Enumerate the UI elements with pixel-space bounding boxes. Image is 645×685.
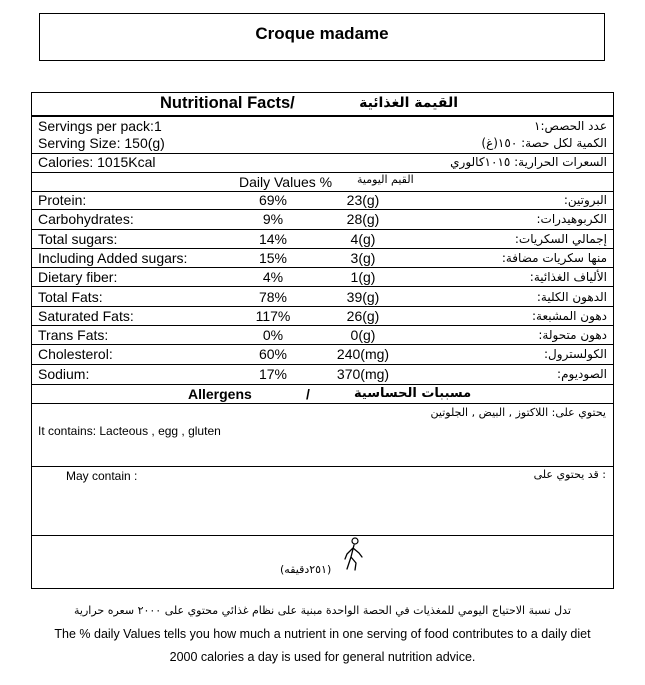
- nutrient-name-ar: إجمالي السكريات:: [514, 231, 607, 246]
- nutrient-name-en: Including Added sugars:: [38, 249, 188, 266]
- nutrient-name-ar: الألياف الغذائية:: [529, 270, 607, 285]
- nutrient-row: [32, 307, 613, 326]
- nutrient-amount: 28(g): [346, 211, 380, 228]
- nutrient-row: [32, 230, 613, 249]
- nutrient-percent: 0%: [262, 327, 284, 344]
- nutrient-name-ar: دهون المشبعة:: [531, 308, 607, 323]
- walking-person-icon: [341, 537, 365, 578]
- footer-en-line2: 2000 calories a day is used for general nutrition advice.: [169, 650, 476, 664]
- footer-ar: تدل نسبة الاحتياج اليومي للمغذيات في الحصة الواحدة مبنية على نظام غذائي محتوي على ٢٠٠٠ سعره حرارية: [74, 604, 571, 617]
- serving-size-ar: الكمية لكل حصة: ١٥٠(غ): [481, 136, 607, 150]
- allergens-slash: /: [306, 386, 310, 402]
- nutrient-amount: 26(g): [346, 307, 380, 324]
- nutrient-name-ar: البروتين:: [563, 193, 607, 207]
- may-contain-divider: [32, 535, 613, 536]
- nutrient-name-ar: منها سكريات مضافة:: [501, 250, 607, 265]
- nutrient-row: [32, 268, 613, 287]
- contains-en: It contains: Lacteous , egg , gluten: [38, 424, 221, 438]
- title-box: [39, 13, 605, 61]
- nutrient-name-ar: الكولسترول:: [544, 347, 607, 362]
- nutrient-name-en: Protein:: [38, 192, 87, 208]
- nutrient-percent: 15%: [258, 249, 288, 266]
- header-en: Nutritional Facts/: [160, 94, 295, 112]
- calories-en: Calories: 1015Kcal: [38, 154, 156, 170]
- nutrient-amount: 23(g): [346, 192, 380, 208]
- nutrient-amount: 0(g): [350, 327, 376, 344]
- allergens-ar: مسببات الحساسية: [354, 386, 472, 401]
- nutrient-amount: 370(mg): [336, 365, 390, 382]
- nutrient-percent: 69%: [258, 192, 288, 208]
- nutrient-row: [32, 249, 613, 268]
- nutrient-name-ar: الكربوهيدرات:: [536, 212, 607, 227]
- serving-size-en: Serving Size: 150(g): [38, 135, 165, 151]
- allergens-top-divider: [32, 384, 613, 385]
- nutrient-name-en: Carbohydrates:: [38, 211, 134, 228]
- nutrient-name-en: Total Fats:: [38, 288, 103, 305]
- nutrient-row: [32, 326, 613, 345]
- nutrient-row: [32, 365, 613, 384]
- nutrient-percent: 60%: [258, 346, 288, 363]
- nutrient-percent: 78%: [258, 288, 288, 305]
- nutrient-amount: 39(g): [346, 288, 380, 305]
- nutrient-name-ar: الصوديوم:: [557, 366, 607, 381]
- nutrient-name-ar: الدهون الكلية:: [536, 289, 607, 304]
- nutrient-name-en: Dietary fiber:: [38, 269, 118, 286]
- contains-divider: [32, 466, 613, 467]
- nutrient-percent: 9%: [262, 211, 284, 228]
- contains-ar: يحتوي على: اللاكتوز , البيض , الجلوتين: [430, 406, 606, 419]
- allergens-en: Allergens: [188, 386, 252, 402]
- daily-values-label-ar: القيم اليومية: [357, 173, 414, 186]
- product-title: Croque madame: [255, 24, 389, 43]
- nutrient-name-en: Cholesterol:: [38, 346, 113, 363]
- nutrient-amount: 240(mg): [336, 346, 390, 363]
- nutrient-row: [32, 210, 613, 229]
- nutrient-amount: 1(g): [350, 269, 376, 286]
- nutrient-amount: 3(g): [350, 249, 376, 266]
- activity-duration: (٢٥١دقيقه): [280, 563, 332, 576]
- nutrient-name-en: Sodium:: [38, 365, 90, 382]
- nutrient-percent: 17%: [258, 365, 288, 382]
- may-contain-en: May contain :: [66, 469, 138, 483]
- nutrient-percent: 117%: [255, 307, 291, 324]
- nutrient-percent: 14%: [258, 230, 288, 247]
- nutrient-amount: 4(g): [350, 230, 376, 247]
- may-contain-ar: : قد يحتوي على: [533, 468, 606, 481]
- allergens-header-divider: [32, 403, 613, 404]
- nutrient-name-en: Trans Fats:: [38, 327, 109, 344]
- header-ar: القيمة الغذائية: [359, 95, 458, 111]
- servings-ar: عدد الحصص:١: [534, 119, 607, 133]
- nutrition-panel: [31, 92, 614, 589]
- footer-en-line1: The % daily Values tells you how much a nutrient in one serving of food contributes to a daily diet: [54, 627, 591, 641]
- nutrient-name-en: Total sugars:: [38, 230, 118, 247]
- nutrient-name-ar: دهون متحولة:: [538, 328, 607, 343]
- nutrient-percent: 4%: [262, 269, 284, 286]
- nutrient-row: [32, 191, 613, 210]
- nutrient-name-en: Saturated Fats:: [38, 307, 134, 324]
- nutrient-row: [32, 345, 613, 364]
- nutrient-row: [32, 288, 613, 307]
- calories-ar: السعرات الحرارية: ١٠١٥كالوري: [450, 155, 607, 169]
- servings-en: Servings per pack:1: [38, 118, 162, 134]
- daily-values-label: Daily Values %: [239, 174, 333, 190]
